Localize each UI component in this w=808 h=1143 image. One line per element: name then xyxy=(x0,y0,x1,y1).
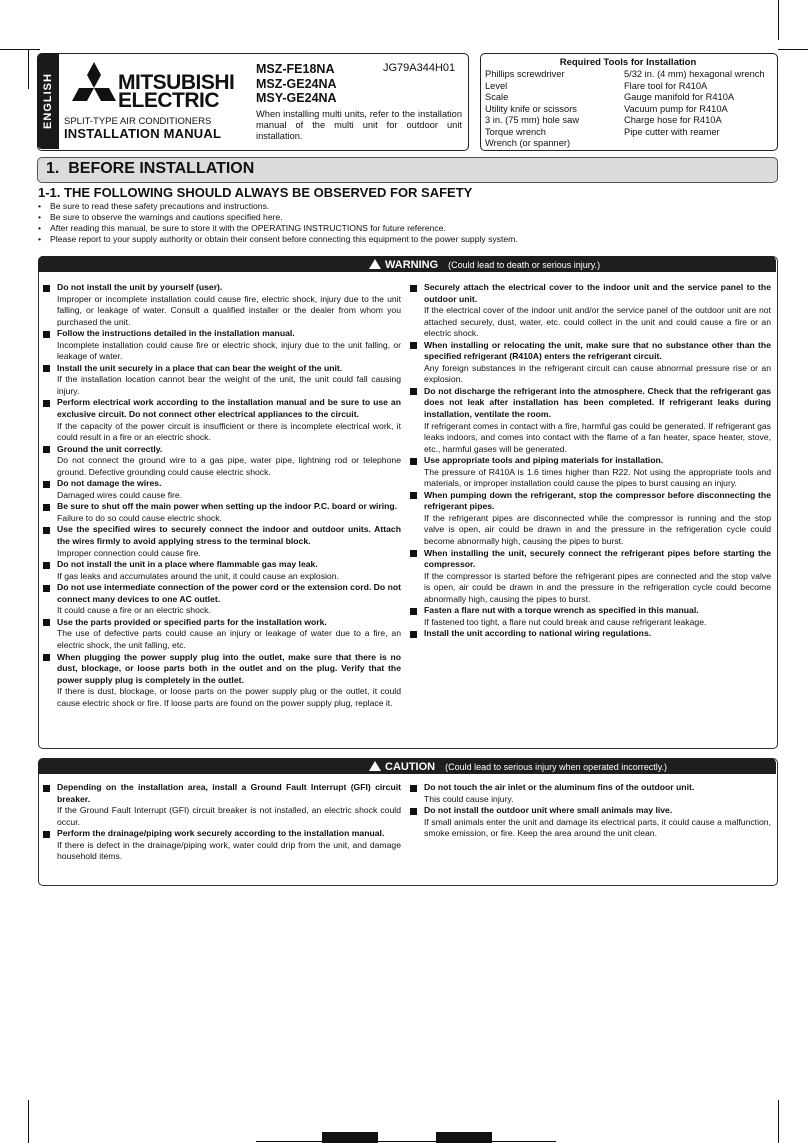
tool-item: 3 in. (75 mm) hole saw xyxy=(485,115,580,125)
warning-item-title: Do not use intermediate connection of the power cord or the extension cord. Do not connect many devices to one AC outlet. xyxy=(57,582,401,604)
tool-item: Utility knife or scissors xyxy=(485,103,577,114)
caution-right-column xyxy=(407,782,771,840)
tool-item: Wrench (or spanner) xyxy=(485,138,571,148)
warning-item xyxy=(407,490,771,548)
bullet-square-icon xyxy=(43,585,50,592)
bullet-square-icon xyxy=(410,285,417,292)
warning-item-body: If fastened too tight, a flare nut could break and cause refrigerant leakage. xyxy=(424,616,707,627)
bullet-square-icon xyxy=(43,785,50,792)
bullet-square-icon xyxy=(43,619,50,626)
bullet-square-icon xyxy=(43,831,50,838)
product-type: SPLIT-TYPE AIR CONDITIONERS xyxy=(64,116,212,127)
warning-item-title: Use the specified wires to securely connect the indoor and outdoor units. Attach the wires firmly to avoid applying stress to the terminal block. xyxy=(57,524,401,547)
warning-item-title: Be sure to shut off the main power when setting up the indoor P.C. board or wiring. xyxy=(57,501,398,512)
warning-item xyxy=(407,548,771,606)
brand-name-2: ELECTRIC xyxy=(118,89,219,112)
warning-item-title: Fasten a flare nut with a torque wrench as specified in this manual. xyxy=(424,605,699,616)
bullet-square-icon xyxy=(410,608,417,615)
caution-item-body: If small animals enter the unit and damage its electrical parts, it could cause a malfunction, smoke emission, or fire. Keep the area around the unit clean. xyxy=(424,816,771,839)
warning-item-title: Do not install the unit in a place where flammable gas may leak. xyxy=(57,559,318,570)
tools-list-left xyxy=(485,69,579,150)
bullet-square-icon xyxy=(43,527,50,534)
caution-item-title: Do not touch the air inlet or the aluminum fins of the outdoor unit. xyxy=(424,782,695,792)
bullet-square-icon xyxy=(43,654,50,661)
intro-bullets xyxy=(38,201,518,245)
warning-item xyxy=(40,501,401,524)
warning-item xyxy=(407,340,771,386)
caution-item-title: Depending on the installation area, install a Ground Fault Interrupt (GFI) circuit breaker. xyxy=(57,782,401,804)
warning-item-body: Damaged wires could cause fire. xyxy=(57,489,183,500)
warning-item xyxy=(407,455,771,490)
tool-item: Vacuum pump for R410A xyxy=(624,103,728,114)
crop-mark xyxy=(778,0,779,40)
warning-item xyxy=(40,524,401,559)
warning-item-body: It could cause a fire or an electric shock. xyxy=(57,605,211,616)
caution-item-body: If the Ground Fault Interrupt (GFI) circuit breaker is not installed, an electric shock could occur. xyxy=(57,805,401,827)
warning-item-title: When installing or relocating the unit, make sure that no substance other than the specified refrigerant (R410A) enters the refrigerant circuit. xyxy=(424,339,771,362)
bullet-square-icon xyxy=(43,285,50,292)
warning-item-body: If gas leaks and accumulates around the unit, it could cause an explosion. xyxy=(57,570,339,581)
caution-item xyxy=(40,828,401,863)
warning-item-title: Ground the unit correctly. xyxy=(57,443,163,454)
warning-item xyxy=(407,386,771,455)
caution-item-body: This could cause injury. xyxy=(424,793,514,804)
multi-unit-note: When installing multi units, refer to the installation manual of the multi unit for outdoor unit installation. xyxy=(256,109,462,141)
bullet-square-icon xyxy=(410,492,417,499)
caution-item xyxy=(407,805,771,840)
language-tab xyxy=(37,53,59,149)
caution-item-title: Do not install the outdoor unit where small animals may live. xyxy=(424,805,673,816)
warning-item-title: Install the unit securely in a place that can bear the weight of the unit. xyxy=(57,362,343,373)
bullet-square-icon xyxy=(43,481,50,488)
tool-item: Charge hose for R410A xyxy=(624,115,722,125)
bullet-square-icon xyxy=(410,785,417,792)
tool-item: Scale xyxy=(485,92,509,102)
model-name: MSY-GE24NA xyxy=(256,91,337,105)
crop-mark xyxy=(778,49,808,50)
tool-item: 5/32 in. (4 mm) hexagonal wrench xyxy=(624,69,765,79)
warning-item-body: If the compressor is started before the refrigerant pipes are connected and the stop valve is open, air could be drawn in and the pressure in the refrigeration cycle could become abnormally high, causing the pipes to burst. xyxy=(424,570,771,604)
bullet-square-icon xyxy=(410,550,417,557)
tool-item: Flare tool for R410A xyxy=(624,80,708,91)
warning-item xyxy=(40,617,401,652)
bullet-square-icon xyxy=(43,504,50,511)
brand-name: MITSUBISHI xyxy=(118,71,235,94)
warning-item-body: If the electrical cover of the indoor unit and/or the service panel of the outdoor unit are not attached securely, dust, water, etc. could collect in the unit and could cause a fire or an electric shock. xyxy=(424,305,771,339)
warning-item xyxy=(40,397,401,443)
intro-bullet: • After reading this manual, be sure to store it with the OPERATING INSTRUCTIONS for future reference. xyxy=(38,223,518,234)
warning-item-body: Do not connect the ground wire to a gas pipe, water pipe, lightning rod or telephone ground. Defective grounding could cause electric shock. xyxy=(57,455,401,477)
caution-item-title: Perform the drainage/piping work securely according to the installation manual. xyxy=(57,828,385,839)
warning-item-title: Use the parts provided or specified parts for the installation work. xyxy=(57,616,327,627)
crop-mark xyxy=(0,49,40,50)
warning-item-body: Any foreign substances in the refrigerant circuit can cause abnormal pressure rise or an explosion. xyxy=(424,362,771,385)
caution-label: CAUTION xyxy=(385,761,436,773)
tool-item: Torque wrench xyxy=(485,126,546,137)
tool-item: Phillips screwdriver xyxy=(485,69,565,79)
warning-item-title: Use appropriate tools and piping materials for installation. xyxy=(424,455,664,466)
caution-triangle-icon xyxy=(369,761,381,771)
bullet-square-icon xyxy=(43,446,50,453)
language-tab-label: ENGLISH xyxy=(42,73,54,129)
model-name: MSZ-GE24NA xyxy=(256,76,337,91)
warning-item-title: Follow the instructions detailed in the installation manual. xyxy=(57,328,295,339)
warning-item xyxy=(40,282,401,328)
tool-item: Pipe cutter with reamer xyxy=(624,126,720,137)
warning-item xyxy=(40,582,401,617)
warning-item-body: If the installation location cannot bear the weight of the unit, the unit could fall causing injury. xyxy=(57,374,401,396)
crop-mark xyxy=(778,1100,779,1143)
document-code: JG79A344H01 xyxy=(383,62,456,74)
warning-item xyxy=(40,559,401,582)
mitsubishi-logo-icon xyxy=(64,62,124,114)
tool-item: Level xyxy=(485,80,508,91)
warning-item-body: Incomplete installation could cause fire or electric shock, injury due to the unit falling, or leakage of water. xyxy=(57,339,401,362)
warning-item xyxy=(40,363,401,398)
bullet-square-icon xyxy=(410,808,417,815)
caution-item xyxy=(407,782,771,805)
warning-item-title: Do not install the unit by yourself (user). xyxy=(57,282,223,292)
bullet-square-icon xyxy=(410,458,417,465)
manual-title: INSTALLATION MANUAL xyxy=(64,126,222,141)
tools-list-right xyxy=(624,69,765,138)
crop-mark xyxy=(28,49,29,89)
warning-left-column xyxy=(40,282,401,709)
caution-item xyxy=(40,782,401,828)
model-name: MSZ-FE18NA xyxy=(256,62,335,76)
model-list xyxy=(256,62,337,106)
warning-item xyxy=(407,282,771,340)
caution-item-body: If there is defect in the drainage/piping work, water could drip from the unit, and damage household items. xyxy=(57,839,401,862)
warning-item-title: When plugging the power supply plug into the outlet, make sure that there is no dust, blockage, or loose parts both in the outlet and on the plug. Verify that the power supply plug is completely in the outlet. xyxy=(57,651,401,685)
warning-triangle-icon xyxy=(369,259,381,269)
caution-header xyxy=(38,758,776,774)
bullet-square-icon xyxy=(410,631,417,638)
caution-left-column xyxy=(40,782,401,863)
tool-item: Gauge manifold for R410A xyxy=(624,92,735,102)
warning-item xyxy=(407,628,771,640)
subsection-title: 1-1. THE FOLLOWING SHOULD ALWAYS BE OBSERVED FOR SAFETY xyxy=(38,185,473,200)
warning-item-body: If the capacity of the power circuit is insufficient or there is incomplete electrical work, it could result in a fire or an electric shock. xyxy=(57,420,401,443)
crop-mark xyxy=(256,1141,556,1142)
warning-note: (Could lead to death or serious injury.) xyxy=(448,260,601,270)
warning-item-body: If there is dust, blockage, or loose parts on the power supply plug or the outlet, it could cause electric shock or fire. If loose parts are found on the power supply plug, replace it. xyxy=(57,686,401,708)
warning-item-body: Improper or incomplete installation could cause fire, electric shock, injury due to the unit falling, or leakage of water. Consult a qualified installer or the dealer from whom you purchased the unit. xyxy=(57,293,401,327)
warning-item-title: Install the unit according to national wiring regulations. xyxy=(424,628,652,639)
warning-item xyxy=(40,444,401,479)
intro-bullet: • Be sure to read these safety precautions and instructions. xyxy=(38,201,518,212)
warning-item-title: When pumping down the refrigerant, stop the compressor before disconnecting the refrigerant pipes. xyxy=(424,489,771,512)
warning-item xyxy=(40,652,401,710)
warning-item-body: The pressure of R410A is 1.6 times higher than R22. Not using the appropriate tools and materials, or improper installation could cause the pipes to burst causing an injury. xyxy=(424,466,771,489)
warning-item-body: The use of defective parts could cause an injury or leakage of water due to a fire, an electric shock, the unit falling, etc. xyxy=(57,628,401,650)
bullet-square-icon xyxy=(43,331,50,338)
warning-item xyxy=(40,328,401,363)
warning-item-title: Securely attach the electrical cover to the indoor unit and the service panel to the outdoor unit. xyxy=(424,282,771,304)
bullet-square-icon xyxy=(43,562,50,569)
warning-item xyxy=(407,605,771,628)
warning-item-body: If the refrigerant pipes are disconnected while the compressor is running and the stop valve is open, air could be drawn in and the pressure in the refrigeration cycle could become abnormally high, causing the pipes to burst. xyxy=(424,512,771,547)
intro-bullet: • Be sure to observe the warnings and cautions specified here. xyxy=(38,212,518,223)
warning-right-column xyxy=(407,282,771,640)
intro-bullet: • Please report to your supply authority or obtain their consent before connecting this equipment to the power supply system. xyxy=(38,234,518,245)
caution-note: (Could lead to serious injury when operated incorrectly.) xyxy=(445,762,668,772)
bullet-square-icon xyxy=(43,400,50,407)
bullet-square-icon xyxy=(410,388,417,395)
bullet-square-icon xyxy=(410,342,417,349)
warning-item-title: Perform electrical work according to the installation manual and be sure to use an exclusive circuit. Do not connect other electrical appliances to the circuit. xyxy=(57,397,401,420)
warning-item-title: Do not damage the wires. xyxy=(57,478,162,489)
section-title: 1. BEFORE INSTALLATION xyxy=(46,160,255,177)
required-tools-title: Required Tools for Installation xyxy=(559,57,697,68)
bullet-square-icon xyxy=(43,365,50,372)
warning-item-title: When installing the unit, securely connect the refrigerant pipes before starting the compressor. xyxy=(424,547,771,570)
warning-item xyxy=(40,478,401,501)
warning-header xyxy=(38,256,776,272)
warning-item-body: If refrigerant comes in contact with a fire, harmful gas could be generated. If refrigerant gas leaks indoors, and comes into contact with the flame of a fan heater, space heater, stove, etc., harmful gases will be generated. xyxy=(424,420,771,454)
crop-mark xyxy=(28,1100,29,1143)
warning-item-title: Do not discharge the refrigerant into the atmosphere. Check that the refrigerant gas does not leak after installation has been completed. If refrigerant leaks during installation, ventilate the room. xyxy=(424,385,771,420)
warning-label: WARNING xyxy=(385,259,439,271)
warning-item-body: Improper connection could cause fire. xyxy=(57,547,201,558)
warning-item-body: Failure to do so could cause electric shock. xyxy=(57,512,222,523)
